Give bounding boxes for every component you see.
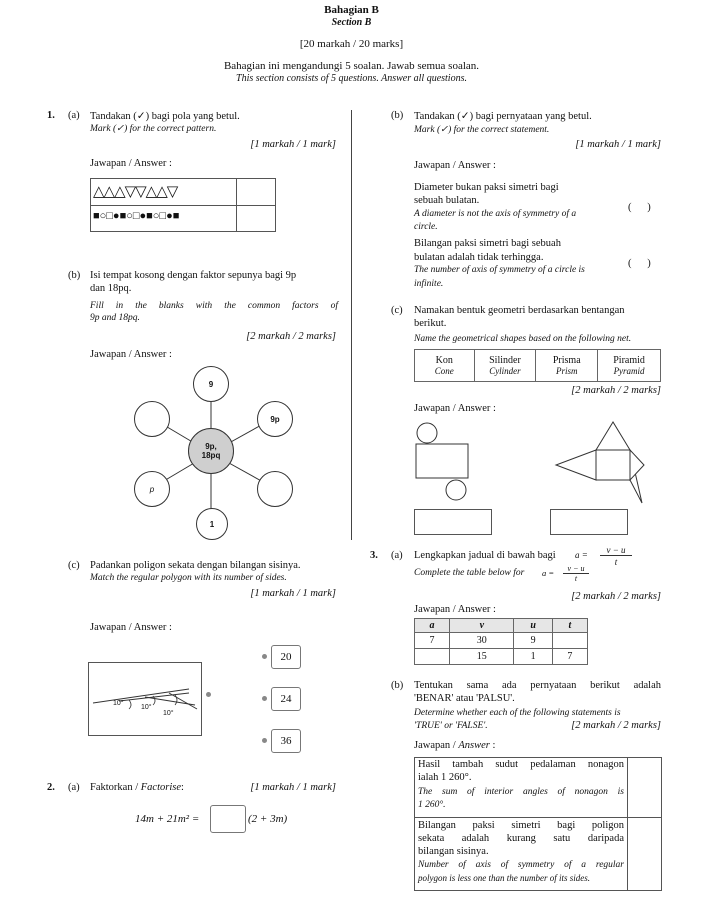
q2-number: 2.	[47, 782, 55, 793]
prism-net	[548, 420, 658, 505]
q3b-s1-answer-cell[interactable]	[628, 758, 661, 817]
q3-number: 3.	[370, 550, 378, 561]
center-label-1: 9p,	[205, 442, 217, 451]
instruction-en: This section consists of 5 questions. Answer all questions.	[236, 73, 467, 84]
shape-cell-cone	[415, 350, 475, 382]
factor-circle-top: 9	[193, 366, 229, 402]
rb-s2-en-2: infinite.	[414, 279, 444, 289]
q3a-r2-a-blank[interactable]	[415, 649, 450, 665]
q3b-answer-label: Jawapan / Answer :	[414, 740, 496, 751]
option-20[interactable]: 20	[271, 645, 301, 669]
q3a-r2-t: 7	[552, 649, 587, 665]
factor-circle-lower-left: p	[134, 471, 170, 507]
shape-en-pyramid: Pyramid	[613, 366, 645, 376]
q3a-formula-den-en: t	[574, 574, 578, 583]
q1c-answer-label: Jawapan / Answer :	[90, 622, 172, 633]
q1a-text-en: Mark (✓) for the correct pattern.	[90, 124, 217, 134]
factor-circle-upper-left[interactable]	[134, 401, 170, 437]
shape-ms-cone: Kon	[435, 355, 453, 366]
q3a-header-a: a	[415, 619, 450, 633]
q1b-part: (b)	[68, 270, 81, 281]
q3b-marks: [2 markah / 2 marks]	[571, 720, 661, 731]
option-24[interactable]: 24	[271, 687, 301, 711]
q2a-answer-box[interactable]	[210, 805, 246, 833]
q3a-r2-u: 1	[514, 649, 552, 665]
net-answer-box-2[interactable]	[550, 509, 628, 535]
q1c-marks: [1 markah / 1 mark]	[250, 588, 336, 599]
factor-circle-upper-right: 9p	[257, 401, 293, 437]
q3a-answer-label: Jawapan / Answer :	[414, 604, 496, 615]
rb-s2-bracket[interactable]: ( )	[628, 258, 651, 269]
shape-ms-cylinder: Silinder	[489, 355, 521, 366]
factor-circle-bottom: 1	[196, 508, 228, 540]
center-label-2: 18pq	[201, 451, 221, 460]
q3b-answer-label-ms: Jawapan /	[414, 740, 459, 751]
column-divider	[351, 110, 352, 540]
q3a-text-en: Complete the table below for	[414, 568, 525, 578]
q1a-text-ms: Tandakan (✓) bagi pola yang betul.	[90, 111, 240, 122]
q2a-expr-left: 14m + 21m² =	[135, 813, 200, 825]
section-title: Bahagian B	[324, 4, 379, 16]
rb-s1-en-1: A diameter is not the axis of symmetry of a	[414, 209, 577, 219]
q3a-table	[414, 618, 588, 665]
q3a-text-ms: Lengkapkan jadual di bawah bagi	[414, 550, 556, 561]
pattern-shapes: ■○□●■○□●■○□●■	[93, 210, 180, 222]
q3a-r1-u: 9	[514, 633, 552, 649]
shape-en-cone: Cone	[434, 366, 454, 376]
q1b-marks: [2 markah / 2 marks]	[246, 331, 336, 342]
q3b-s2-en-1: Number of axis of symmetry of a regular	[418, 860, 624, 870]
shape-name-table	[414, 349, 661, 382]
q2a-marks: [1 markah / 1 mark]	[250, 782, 336, 793]
q3b-text-en-1: Determine whether each of the following statements is	[414, 708, 621, 718]
q1b-text-en-2: 9p and 18pq.	[90, 313, 140, 323]
factor-circle-center	[188, 428, 234, 474]
shape-ms-prism: Prisma	[552, 355, 581, 366]
q3a-formula-num-en: v − u	[563, 564, 589, 574]
q2a-text: Faktorkan / Factorise:	[90, 782, 184, 793]
section-marks: [20 markah / 20 marks]	[299, 38, 404, 50]
polygon-drawing	[89, 663, 201, 735]
shape-cell-pyramid	[598, 350, 661, 382]
q2a-text-ms: Faktorkan /	[90, 782, 141, 793]
rb-s1-en-2: circle.	[414, 222, 438, 232]
shape-en-cylinder: Cylinder	[489, 366, 521, 376]
option-36[interactable]: 36	[271, 729, 301, 753]
rb-s2-ms-1: Bilangan paksi simetri bagi sebuah	[414, 238, 561, 249]
q3a-formula-den: t	[614, 557, 618, 567]
q1a-part: (a)	[68, 110, 80, 121]
angle-label-3: 10°	[163, 710, 174, 717]
rc-text-ms-2: berikut.	[414, 318, 447, 329]
rb-part: (b)	[391, 110, 404, 121]
q3a-formula-lhs: a =	[575, 550, 588, 560]
rb-s1-ms-1: Diameter bukan paksi simetri bagi	[414, 182, 559, 193]
q2a-part: (a)	[68, 782, 80, 793]
q1b-text-en-1: Fill in the blanks with the common factors of	[90, 301, 338, 311]
rc-marks: [2 markah / 2 marks]	[571, 385, 661, 396]
q3a-header-v: v	[450, 619, 514, 633]
shape-en-prism: Prism	[556, 366, 578, 376]
shape-cell-cylinder	[474, 350, 536, 382]
q3a-marks: [2 markah / 2 marks]	[571, 591, 661, 602]
q3b-s1-en-2: 1 260°.	[418, 800, 446, 810]
q3b-text-en-2: 'TRUE' or 'FALSE'.	[414, 721, 488, 731]
q3b-answer-label-en: Answer	[458, 740, 490, 751]
q1-number: 1.	[47, 110, 55, 121]
shape-cell-prism	[536, 350, 598, 382]
q1a-answer-label: Jawapan / Answer :	[90, 158, 172, 169]
instruction-ms: Bahagian ini mengandungi 5 soalan. Jawab semua soalan.	[223, 60, 480, 72]
q1b-text-ms-1: Isi tempat kosong dengan faktor sepunya bagi 9p	[90, 270, 297, 281]
q3a-part: (a)	[391, 550, 403, 561]
rb-s2-ms-2: bulatan adalah tidak terhingga.	[414, 252, 544, 263]
q3b-s1-ms-2: ialah 1 260°.	[418, 772, 472, 783]
rb-text-ms: Tandakan (✓) bagi pernyataan yang betul.	[414, 111, 592, 122]
rb-text-en: Mark (✓) for the correct statement.	[414, 125, 550, 135]
rb-s1-ms-2: sebuah bulatan.	[414, 195, 480, 206]
rc-text-ms-1: Namakan bentuk geometri berdasarkan bentangan	[414, 305, 625, 316]
q1c-text-en: Match the regular polygon with its number of sides.	[90, 573, 287, 583]
q3b-text-ms-1: Tentukan sama ada pernyataan berikut adalah	[414, 680, 661, 691]
rb-answer-label: Jawapan / Answer :	[414, 160, 496, 171]
q1b-text-ms-2: dan 18pq.	[90, 283, 132, 294]
q3b-s2-ms-3: bilangan sisinya.	[418, 846, 489, 857]
q3b-s2-en-2: polygon is less one than the number of its sides.	[418, 873, 590, 883]
polygon-box	[88, 662, 202, 736]
q1c-text-ms: Padankan poligon sekata dengan bilangan sisinya.	[90, 560, 301, 571]
q3b-part: (b)	[391, 680, 404, 691]
rc-answer-label: Jawapan / Answer :	[414, 403, 496, 414]
q3b-s1-en-1: The sum of interior angles of nonagon is	[418, 787, 624, 797]
rc-part: (c)	[391, 305, 403, 316]
q3b-s2-ms-2: sekata adalah kurang satu daripada	[418, 833, 624, 844]
q3a-formula-num: v − u	[600, 545, 632, 556]
tick-box-1[interactable]	[237, 179, 275, 205]
rb-s1-bracket[interactable]: ( )	[628, 202, 651, 213]
match-dot-polygon[interactable]	[206, 692, 211, 697]
q1c-part: (c)	[68, 560, 80, 571]
section-subtitle: Section B	[331, 17, 372, 28]
q3a-formula-lhs-en: a =	[542, 568, 555, 578]
q3a-header-t: t	[552, 619, 587, 633]
q3a-r2-v: 15	[450, 649, 514, 665]
shape-ms-pyramid: Piramid	[613, 355, 645, 366]
rb-marks: [1 markah / 1 mark]	[575, 139, 661, 150]
q3b-s2-ms-1: Bilangan paksi simetri bagi poligon	[418, 820, 624, 831]
q3a-r1-t-blank[interactable]	[552, 633, 587, 649]
q3a-header-u: u	[514, 619, 552, 633]
q3b-s2-answer-cell[interactable]	[628, 818, 661, 890]
q3b-s1-ms-1: Hasil tambah sudut pedalaman nonagon	[418, 759, 624, 770]
net-answer-box-1[interactable]	[414, 509, 492, 535]
angle-label-2: 10°	[141, 704, 152, 711]
factor-circle-lower-right[interactable]	[257, 471, 293, 507]
q3b-statement-table	[414, 757, 662, 891]
q1b-answer-label: Jawapan / Answer :	[90, 349, 172, 360]
angle-label-1: 10°	[113, 700, 124, 707]
q2a-text-en: Factorise	[140, 782, 181, 793]
match-dot-36[interactable]	[262, 738, 267, 743]
q2a-expr-right: (2 + 3m)	[248, 813, 288, 825]
match-dot-24[interactable]	[262, 696, 267, 701]
rb-s2-en-1: The number of axis of symmetry of a circle is	[414, 265, 585, 275]
q3b-text-ms-2: 'BENAR' atau 'PALSU'.	[414, 693, 515, 704]
q3a-r1-v: 30	[450, 633, 514, 649]
match-dot-20[interactable]	[262, 654, 267, 659]
q1a-pattern-table	[90, 178, 276, 232]
q1a-marks: [1 markah / 1 mark]	[250, 139, 336, 150]
pattern-triangles: △△△▽▽△△▽	[93, 183, 178, 200]
q3a-r1-a: 7	[415, 633, 450, 649]
cylinder-net	[410, 420, 480, 505]
tick-box-2[interactable]	[237, 206, 275, 231]
rc-text-en: Name the geometrical shapes based on the following net.	[414, 334, 632, 344]
